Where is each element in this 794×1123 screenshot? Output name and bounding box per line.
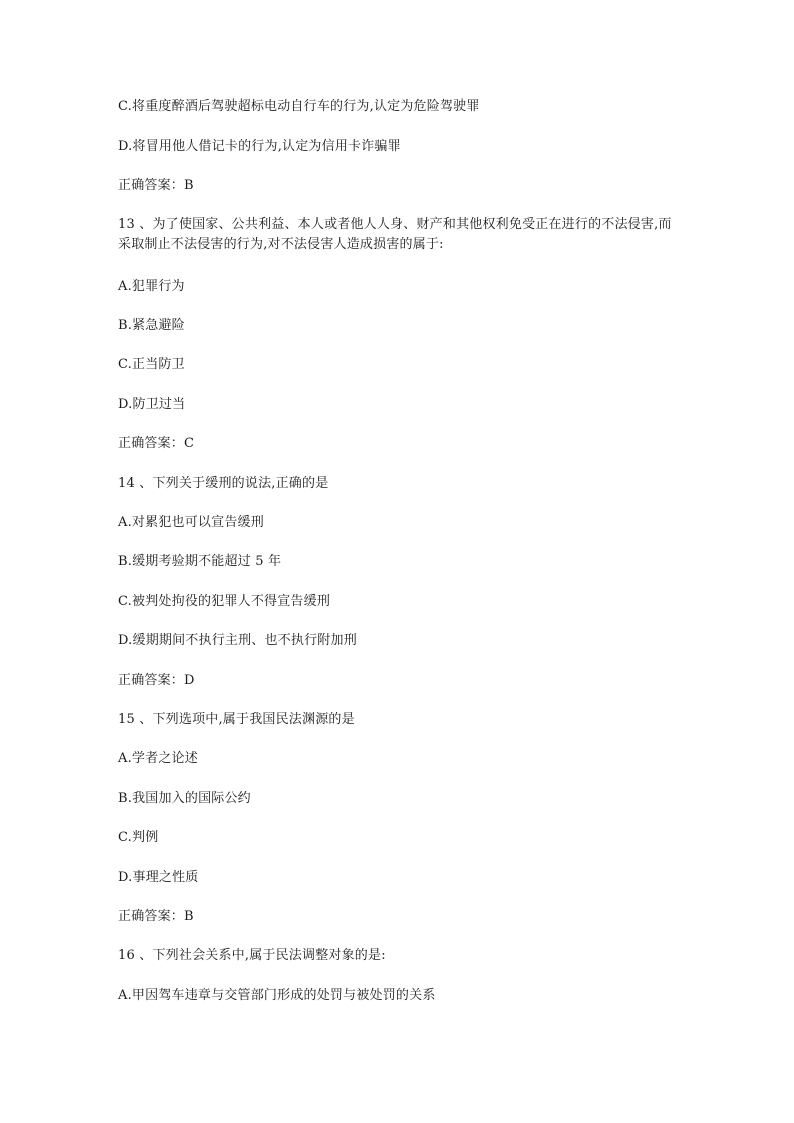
q16-question: 16 、下列社会关系中,属于民法调整对象的是: [118, 948, 386, 963]
q13-option-c: C.正当防卫 [118, 357, 185, 372]
q13-option-b: B.紧急避险 [118, 318, 185, 333]
q12-option-c: C.将重度醉酒后驾驶超标电动自行车的行为,认定为危险驾驶罪 [118, 99, 480, 114]
q15-option-a: A.学者之论述 [118, 751, 198, 766]
q12-option-d: D.将冒用他人借记卡的行为,认定为信用卡诈骗罪 [118, 139, 401, 154]
q15-option-d: D.事理之性质 [118, 870, 199, 885]
q13-option-a: A.犯罪行为 [118, 279, 185, 294]
q15-answer: 正确答案：B [118, 909, 194, 924]
q14-question: 14 、下列关于缓刑的说法,正确的是 [118, 476, 329, 491]
q15-question: 15 、下列选项中,属于我国民法渊源的是 [118, 712, 355, 727]
q12-answer: 正确答案：B [118, 178, 194, 193]
q13-option-d: D.防卫过当 [118, 397, 186, 412]
q14-option-d: D.缓期期间不执行主刑、也不执行附加刑 [118, 633, 357, 648]
q14-option-b: B.缓期考验期不能超过 5 年 [118, 554, 282, 569]
q15-option-c: C.判例 [118, 830, 159, 845]
q14-option-c: C.被判处拘役的犯罪人不得宣告缓刑 [118, 594, 331, 609]
q14-option-a: A.对累犯也可以宣告缓刑 [118, 515, 264, 530]
q14-answer: 正确答案：D [118, 673, 195, 688]
q15-option-b: B.我国加入的国际公约 [118, 791, 251, 806]
q13-question: 13 、为了使国家、公共利益、本人或者他人人身、财产和其他权利免受正在进行的不法侵害,而采取制止不法侵害的行为,对不法侵害人造成损害的属于: [118, 217, 672, 252]
q16-option-a: A.甲因驾车违章与交管部门形成的处罚与被处罚的关系 [118, 988, 436, 1003]
q13-answer: 正确答案：C [118, 436, 195, 451]
